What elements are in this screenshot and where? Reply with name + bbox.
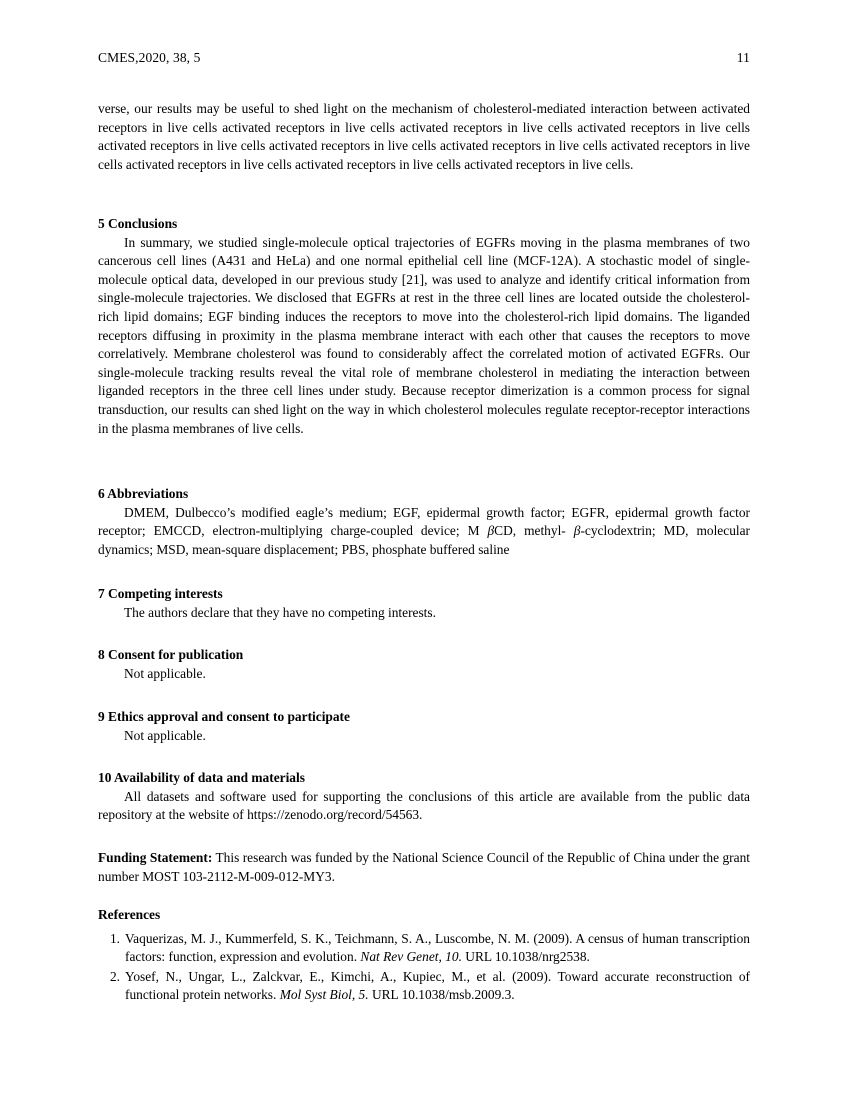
journal-reference: CMES,2020, 38, 5 [98, 50, 201, 65]
section-competing-interests [98, 585, 750, 622]
continued-paragraph: verse, our results may be useful to shed light on the mechanism of cholesterol-mediated interaction between activated receptors in live cells activated receptors in live cells activated receptors in live cells activated receptors in live cells activated receptors in live cells activated receptors in live cells activated receptors in live cells activated receptors in live cells activated receptors in live cells activated receptors in live cells activated receptors in live cells. [98, 101, 750, 172]
reference-journal: Nat Rev Genet, 10. [360, 949, 462, 965]
section-heading-conclusions: 5 Conclusions [98, 216, 178, 231]
reference-text-pre: Vaquerizas, M. J., Kummerfeld, S. K., Teichmann, S. A., Luscombe, N. M. (2009). A census of human transcription factors: function, expression and evolution. [125, 930, 750, 965]
reference-text-post: URL 10.1038/nrg2538. [461, 949, 590, 965]
section-heading-competing-interests: 7 Competing interests [98, 586, 223, 601]
reference-journal: Mol Syst Biol, 5. [279, 987, 369, 1003]
ethics-approval-paragraph: Not applicable. [124, 727, 206, 743]
conclusions-paragraph: In summary, we studied single-molecule optical trajectories of EGFRs moving in the plasma membranes of two cancerous cell lines (A431 and HeLa) and one normal epithelial cell line (MCF-12A). A stochastic model of single-molecule optical data, developed in our previous study [21], was used to analyze and identify critical information from single-molecule trajectories. We disclosed that EGFRs at rest in the three cell lines are located outside the cholesterol-rich lipid domains; EGF binding induces the receptors to move into the cholesterol-rich lipid domains. The liganded receptors diffusing in proximity in the plasma membrane interact with each other that causes the receptors to move correlatively. Membrane cholesterol was found to considerably affect the correlated motion of activated EGFRs. Our single-molecule tracking results reveal the vital role of membrane cholesterol in mediating the interaction between liganded receptors in the three cell lines under study. Because receptor dimerization is a common process for signal transduction, our results can shed light on the way in which cholesterol molecules regulate receptor-receptor interactions in the plasma membranes of live cells. [98, 234, 750, 436]
continued-paragraph-block [98, 100, 750, 174]
section-heading-consent-publication: 8 Consent for publication [98, 647, 244, 662]
section-conclusions [98, 215, 750, 438]
funding-statement-label: Funding Statement: [98, 850, 213, 865]
consent-publication-paragraph: Not applicable. [124, 665, 206, 681]
abbreviations-paragraph [98, 504, 750, 560]
section-data-availability [98, 769, 750, 825]
abbreviations-text-part3: -cyclodextrin; MD, molecular dynamics; MSD, mean-square displacement; PBS, phosphate buffered saline [98, 523, 751, 557]
section-ethics-approval [98, 708, 750, 745]
section-heading-references: References [98, 907, 161, 922]
reference-number: 1. [109, 930, 120, 946]
section-heading-data-availability: 10 Availability of data and materials [98, 770, 305, 785]
reference-item [98, 968, 750, 1005]
running-head [98, 50, 750, 66]
section-heading-ethics-approval: 9 Ethics approval and consent to participate [98, 709, 350, 724]
section-references [98, 906, 750, 1005]
funding-statement [98, 849, 750, 886]
competing-interests-paragraph: The authors declare that they have no competing interests. [124, 604, 436, 620]
abbreviations-text-part1: DMEM, Dulbecco’s modified eagle’s medium; EGF, epidermal growth factor; EGFR, epidermal growth factor receptor; EMCCD, electron-multiplying charge-coupled device; M [98, 504, 750, 539]
section-consent-publication [98, 646, 750, 683]
funding-statement-block [98, 849, 750, 886]
beta-symbol-mbcd: β [487, 523, 495, 539]
abbreviations-text-part2: CD, methyl- [494, 523, 574, 539]
section-heading-abbreviations: 6 Abbreviations [98, 486, 189, 501]
funding-statement-text: This research was funded by the National Science Council of the Republic of China under the grant number MOST 103-2112-M-009-012-MY3. [98, 850, 750, 884]
reference-number: 2. [109, 968, 120, 984]
beta-symbol-cyclodextrin: β [573, 523, 581, 539]
data-availability-paragraph: All datasets and software used for supporting the conclusions of this article are available from the public data repository at the website of https://zenodo.org/record/54563. [98, 788, 750, 823]
section-abbreviations [98, 485, 750, 559]
reference-text-post: URL 10.1038/msb.2009.3. [368, 987, 515, 1003]
reference-item [98, 930, 750, 967]
page-number: 11 [736, 50, 750, 65]
reference-text-pre: Yosef, N., Ungar, L., Zalckvar, E., Kimchi, A., Kupiec, M., et al. (2009). Toward accurate reconstruction of functional protein networks. [125, 968, 750, 1003]
reference-list [98, 930, 750, 1005]
